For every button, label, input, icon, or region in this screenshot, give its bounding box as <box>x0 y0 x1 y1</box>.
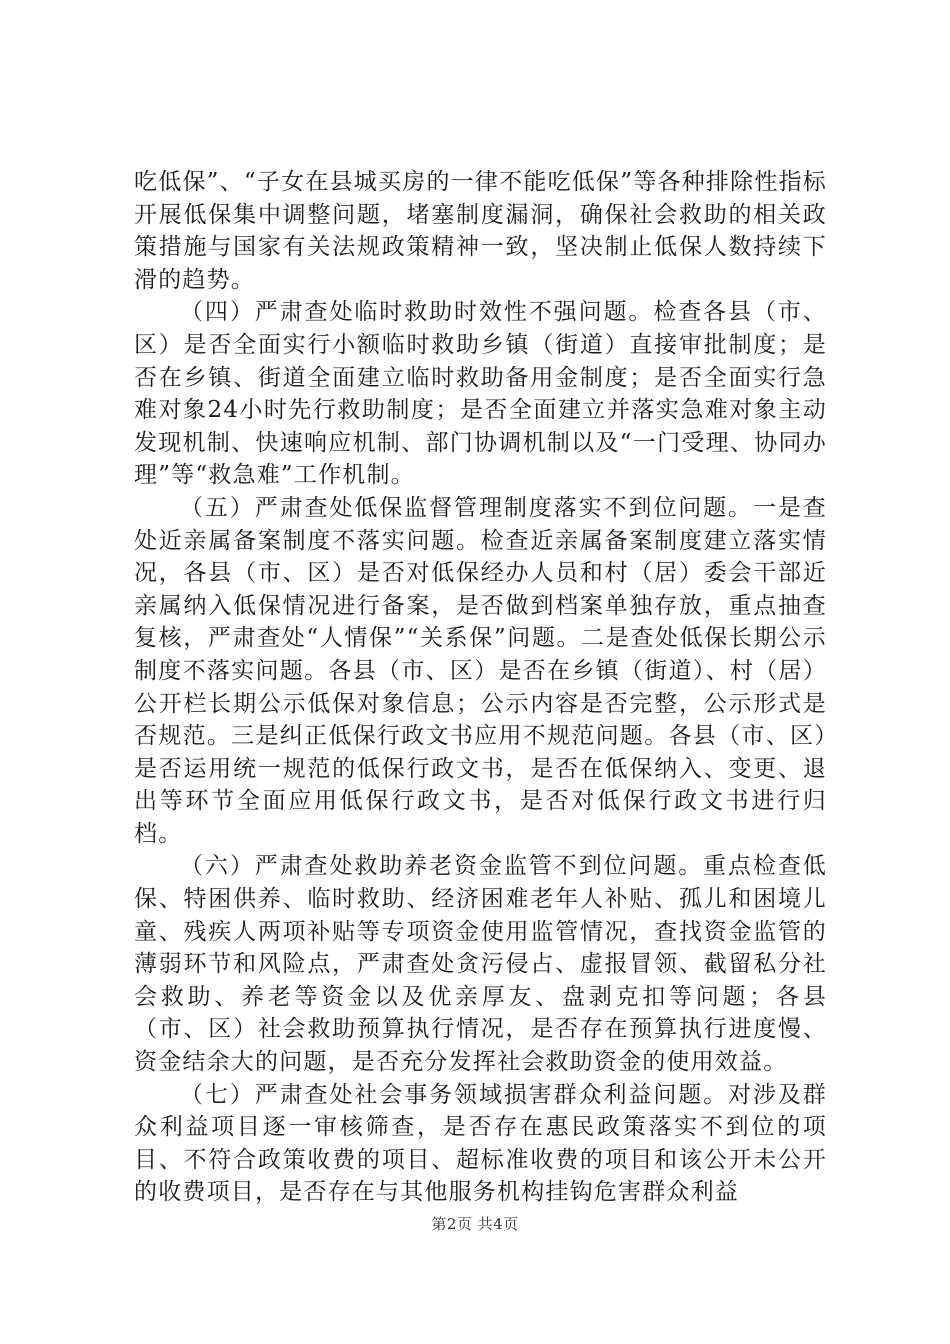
paragraph-section-5: （五）严肃查处低保监督管理制度落实不到位问题。一是查处近亲属备案制度不落实问题。检查近亲属备案制度建立落实情况，各县（市、区）是否对低保经办人员和村（居）委会干部近亲属纳入低保情况进行备案，是否做到档案单独存放，重点抽查复核，严肃查处“人情保”“关系保”问题。二是查处低保长期公示制度不落实问题。各县（市、区）是否在乡镇（街道）、村（居）公开栏长期公示低保对象信息；公示内容是否完整，公示形式是否规范。三是纠正低保行政文书应用不规范问题。各县（市、区）是否运用统一规范的低保行政文书，是否在低保纳入、变更、退出等环节全面应用低保行政文书，是否对低保行政文书进行归档。 <box>134 494 827 847</box>
paragraph-section-4: （四）严肃查处临时救助时效性不强问题。检查各县（市、区）是否全面实行小额临时救助乡镇（街道）直接审批制度；是否在乡镇、街道全面建立临时救助备用金制度；是否全面实行急难对象24小时先行救助制度；是否全面建立并落实急难对象主动发现机制、快速响应机制、部门协调机制以及“一门受理、协同办理”等“救急难”工作机制。 <box>134 299 827 489</box>
page-footer: 第2页 共4页 <box>431 1215 519 1233</box>
document-body <box>134 166 827 1209</box>
paragraph-section-7: （七）严肃查处社会事务领域损害群众利益问题。对涉及群众利益项目逐一审核筛查，是否存在惠民政策落实不到位的项目、不符合政策收费的项目、超标准收费的项目和该公开未公开的收费项目，是否存在与其他服务机构挂钩危害群众利益 <box>134 1081 827 1206</box>
paragraph-section-6: （六）严肃查处救助养老资金监管不到位问题。重点检查低保、特困供养、临时救助、经济困难老年人补贴、孤儿和困境儿童、残疾人两项补贴等专项资金使用监管情况，查找资金监管的薄弱环节和风险点，严肃查处贪污侵占、虚报冒领、截留私分社会救助、养老等资金以及优亲厚友、盘剥克扣等问题；各县（市、区）社会救助预算执行情况，是否存在预算执行进度慢、资金结余大的问题，是否充分发挥社会救助资金的使用效益。 <box>134 853 827 1076</box>
paragraph-continuation: 吃低保”、“子女在县城买房的一律不能吃低保”等各种排除性指标开展低保集中调整问题，堵塞制度漏洞，确保社会救助的相关政策措施与国家有关法规政策精神一致，坚决制止低保人数持续下滑的趋势。 <box>134 169 827 293</box>
